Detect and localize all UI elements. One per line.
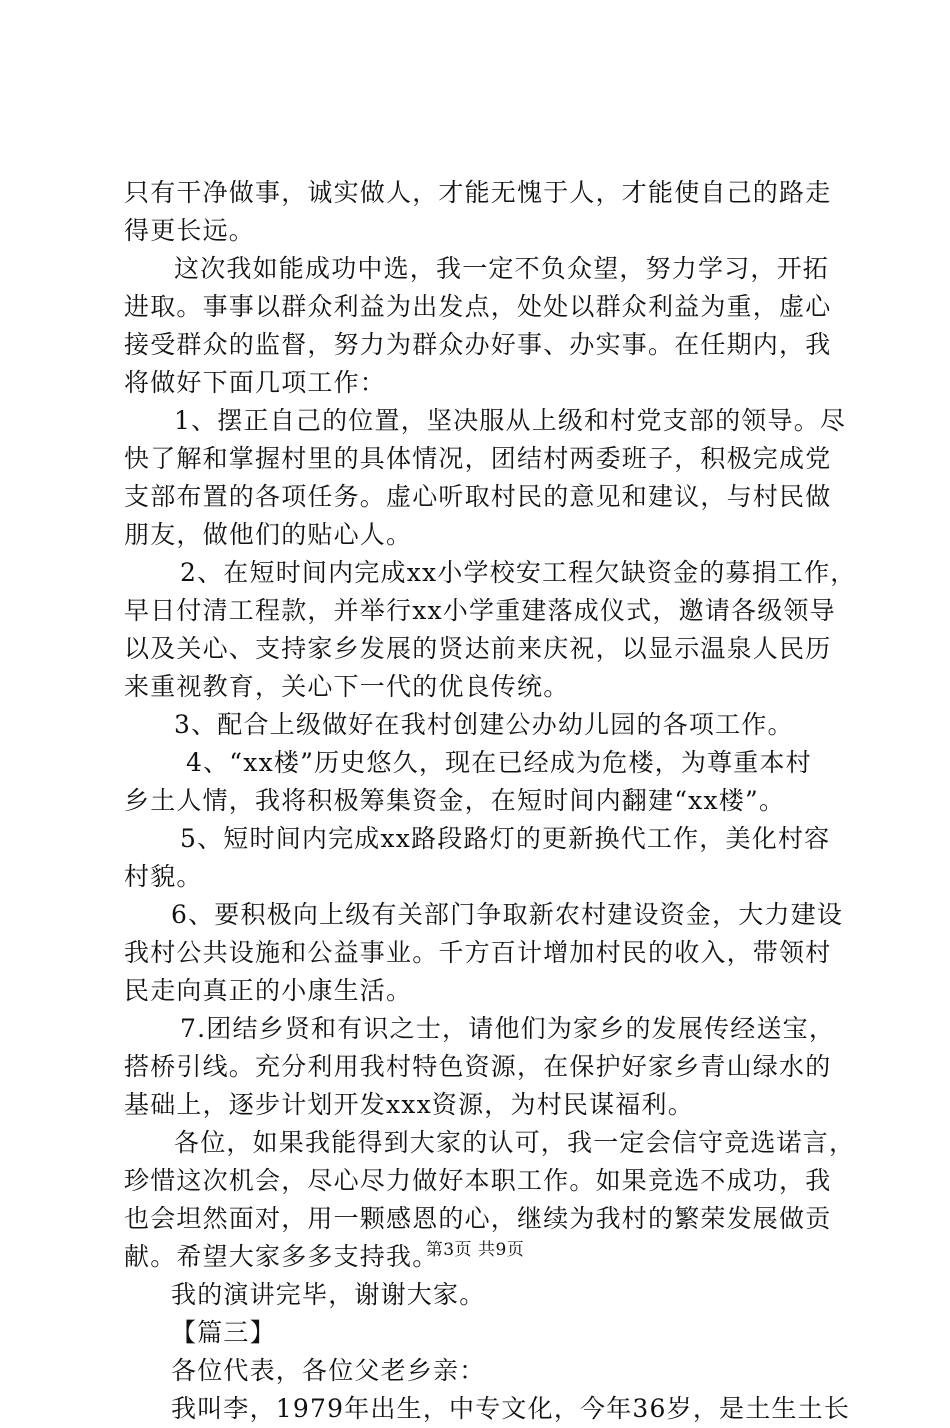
text-line: 来重视教育，关心下一代的优良传统。: [124, 672, 570, 701]
text-line: 献。希望大家多多支持我。: [124, 1242, 439, 1271]
text-line: 村貌。: [124, 862, 203, 891]
text-line: 得更长远。: [124, 216, 256, 245]
text-line: 基础上，逐步计划开发xxx资源，为村民谋福利。: [124, 1090, 694, 1119]
text-line: 早日付清工程款，并举行xx小学重建落成仪式，邀请各级领导: [124, 596, 836, 625]
text-line: 我叫李，1979年出生，中专文化，今年36岁，是土生土长: [171, 1394, 851, 1423]
list-item-4: 4、“xx楼”历史悠久，现在已经成为危楼，为尊重本村: [186, 748, 812, 777]
salutation: 各位代表，各位父老乡亲：: [171, 1356, 486, 1385]
text-line: 珍惜这次机会，尽心尽力做好本职工作。如果竞选不成功，我: [124, 1166, 832, 1195]
section-heading: 【篇三】: [171, 1318, 276, 1347]
text-line: 也会坦然面对，用一颗感恩的心，继续为我村的繁荣发展做贡: [124, 1204, 832, 1233]
text-line: 以及关心、支持家乡发展的贤达前来庆祝，以显示温泉人民历: [124, 634, 832, 663]
text-line: 只有干净做事，诚实做人，才能无愧于人，才能使自己的路走: [124, 178, 832, 207]
text-line: 各位，如果我能得到大家的认可，我一定会信守竞选诺言，: [174, 1128, 856, 1157]
text-line: 接受群众的监督，努力为群众办好事、办实事。在任期内，我: [124, 330, 832, 359]
list-item-7: 7.团结乡贤和有识之士，请他们为家乡的发展传经送宝，: [180, 1014, 836, 1043]
text-line: 乡土人情，我将积极筹集资金，在短时间内翻建“xx楼”。: [124, 786, 786, 815]
text-line: 将做好下面几项工作：: [124, 368, 387, 397]
text-line: 朋友，做他们的贴心人。: [124, 520, 413, 549]
text-line: 这次我如能成功中选，我一定不负众望，努力学习，开拓: [174, 254, 830, 283]
text-line: 我的演讲完毕，谢谢大家。: [171, 1280, 486, 1309]
text-line: 搭桥引线。充分利用我村特色资源，在保护好家乡青山绿水的: [124, 1052, 832, 1081]
text-line: 支部布置的各项任务。虚心听取村民的意见和建议，与村民做: [124, 482, 832, 511]
text-line: 民走向真正的小康生活。: [124, 976, 413, 1005]
list-item-6: 6、要积极向上级有关部门争取新农村建设资金，大力建设: [171, 900, 844, 929]
list-item-5: 5、短时间内完成xx路段路灯的更新换代工作，美化村容: [180, 824, 831, 853]
text-line: 我村公共设施和公益事业。千方百计增加村民的收入，带领村: [124, 938, 832, 967]
list-item-2: 2、在短时间内完成xx小学校安工程欠缺资金的募捐工作，: [180, 558, 857, 587]
list-item-3: 3、配合上级做好在我村创建公办幼儿园的各项工作。: [174, 710, 794, 739]
text-line: 快了解和掌握村里的具体情况，团结村两委班子，积极完成党: [124, 444, 832, 473]
page-number-footer: 第3页 共9页: [425, 1240, 525, 1260]
text-line: 进取。事事以群众利益为出发点，处处以群众利益为重，虚心: [124, 292, 832, 321]
list-item-1: 1、摆正自己的位置，坚决服从上级和村党支部的领导。尽: [174, 406, 847, 435]
